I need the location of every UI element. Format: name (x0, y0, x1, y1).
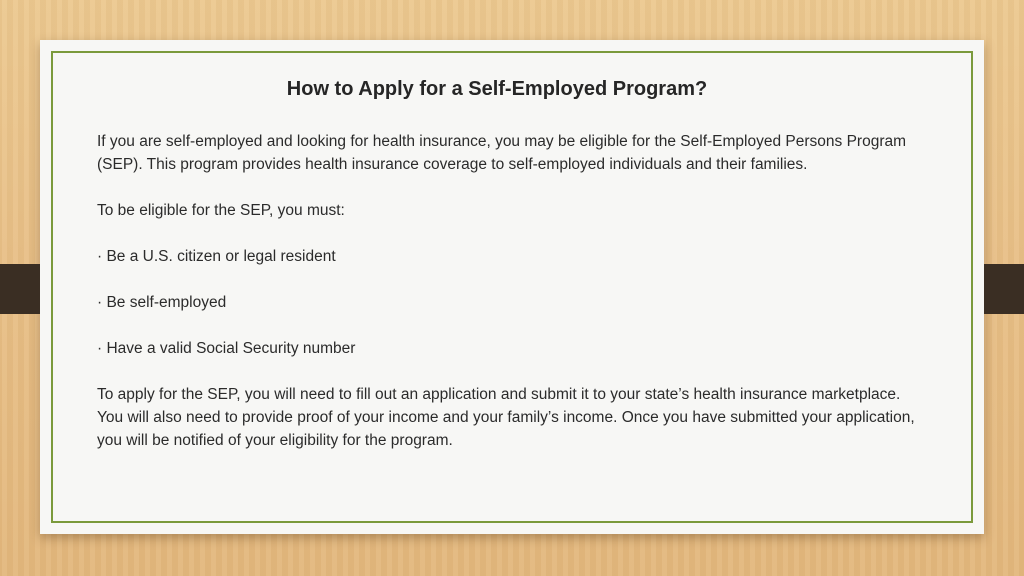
eligibility-heading: To be eligible for the SEP, you must: (97, 202, 345, 219)
slide-title: How to Apply for a Self-Employed Program? (286, 78, 708, 100)
right-side-tab (984, 264, 1024, 314)
application-paragraph: To apply for the SEP, you will need to fill out an application and submit it to your state’s health insurance marketplace. You will also need to provide proof of your income and your family’s income. Once you have submitted your application, you will be notified of your eligibility for the program. (97, 386, 915, 449)
intro-paragraph: If you are self-employed and looking for health insurance, you may be eligible for the Self-Employed Persons Program (SEP). This program provides health insurance coverage to self-employed individuals and their families. (97, 133, 907, 173)
slide-body (97, 130, 917, 452)
requirement-item: · Have a valid Social Security number (97, 340, 356, 357)
requirement-item: · Be self-employed (97, 294, 227, 311)
requirement-item: · Be a U.S. citizen or legal resident (97, 248, 336, 265)
left-side-tab (0, 264, 40, 314)
